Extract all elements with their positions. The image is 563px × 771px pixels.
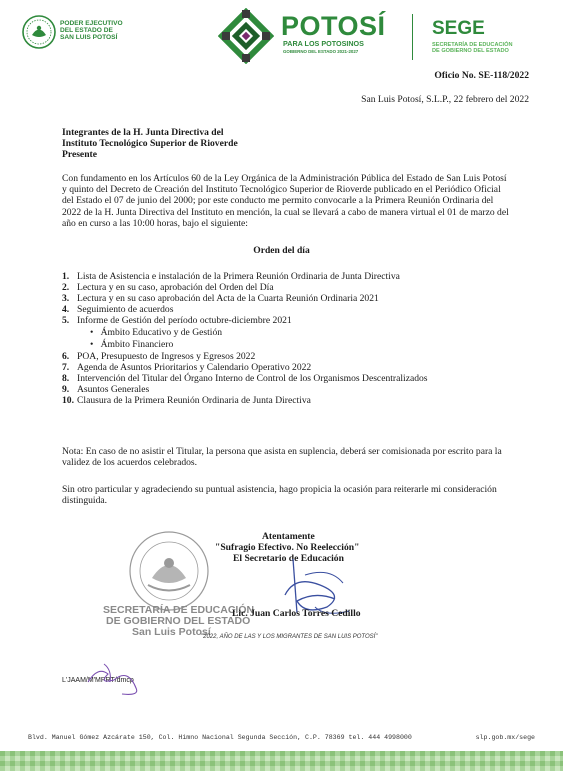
agenda-text: Informe de Gestión del período octubre-diciembre 2021 [77,315,292,327]
agenda-text: Clausura de la Primera Reunión Ordinaria de Junta Directiva [77,395,311,407]
official-seal-icon [128,530,210,612]
intro-line: año en curso a las 10:00 horas, bajo el siguiente: [62,217,248,229]
note-paragraph [62,446,532,468]
agenda-number: 4. [62,304,70,316]
recipients [62,127,238,161]
closing-line: distinguida. [62,495,108,507]
header [0,0,563,70]
header-line: SAN LUIS POTOSÍ [60,34,118,41]
initials: L'JAAM/M'MPRT/dmcp [62,677,134,684]
agenda-subitem [90,339,222,351]
recipient-line: Instituto Tecnológico Superior de Rioverde [62,138,238,150]
header-divider [412,14,413,60]
agenda-text: POA, Presupuesto de Ingresos y Egresos 2022 [77,351,256,362]
sege-line: DE GOBIERNO DEL ESTADO [432,48,509,55]
agenda-subitem-text: Ámbito Educativo y de Gestión [100,327,223,338]
intro-line: 2022 de la H. Junta Directiva del Instituto en mención, la cual se llevará a cabo de manera virtual el 01 de marzo del [62,206,509,218]
state-seal-icon [22,15,56,49]
header-line: DEL ESTADO DE [60,27,113,34]
agenda-title: Orden del día [253,245,310,256]
stamp-line-2: DE GOBIERNO DEL ESTADO [106,615,251,627]
agenda-item [62,351,532,362]
oficio-number: Oficio No. SE-118/2022 [434,70,529,81]
sign-motto: "Sufragio Efectivo. No Reelección" [215,542,360,553]
initials-scribble-icon [84,660,154,700]
brand-title: POTOSÍ [281,11,386,41]
agenda-item [62,304,532,315]
intro-paragraph [62,173,532,229]
sege-line: SECRETARÍA DE EDUCACIÓN [432,42,513,48]
brand-government: GOBIERNO DEL ESTADO 2021-2027 [283,49,359,54]
stamp-line-1: SECRETARÍA DE EDUCACIÓN [103,604,255,616]
note-line: Nota: En caso de no asistir el Titular, la persona que asista en suplencia, deberá ser comisionada por escrito para la [62,446,502,457]
potosi-emblem-icon [218,8,274,64]
agenda-text: Asuntos Generales [77,384,150,396]
agenda-sublist [90,327,222,350]
sign-atentamente: Atentamente [262,531,315,542]
agenda-number: 6. [62,351,70,362]
agenda-number: 5. [62,315,70,327]
executive-power-label [60,20,150,41]
footer-pattern-band [0,751,563,771]
recipient-line: Presente [62,149,97,161]
agenda-text: Seguimiento de acuerdos [77,304,174,316]
year-motto: "2022, AÑO DE LAS Y LOS MIGRANTES DE SAN LUIS POTOSÍ" [201,634,378,640]
agenda-item [62,384,532,395]
agenda-item [62,362,532,373]
agenda-item [62,395,532,406]
agenda-item [62,293,532,304]
agenda-text: Lista de Asistencia e instalación de la Primera Reunión Ordinaria de Junta Directiva [77,271,400,282]
agenda-number: 8. [62,373,70,385]
footer-pattern-svg [0,751,563,771]
agenda-item [62,373,532,384]
agenda-subitem [90,327,222,339]
agenda-number: 10. [62,395,74,407]
agenda-item [62,271,532,282]
agenda-text: Agenda de Asuntos Prioritarios y Calendario Operativo 2022 [77,362,312,374]
agenda-item [62,315,532,326]
footer-address: Blvd. Manuel Gómez Azcárate 150, Col. Himno Nacional Segunda Sección, C.P. 78369 tel. 444 4998000 [28,734,412,741]
sege-title: SEGE [432,18,485,39]
intro-line: Con fundamento en los Artículos 60 de la Ley Orgánica de la Administración Pública del Estado de San Luis Potosí [62,173,507,184]
sege-subtitle [432,42,513,54]
brand-subtitle: PARA LOS POTOSINOS [283,39,364,48]
agenda-text: Lectura y en su caso, aprobación del Orden del Día [77,282,274,294]
agenda-number: 9. [62,384,70,396]
header-line: PODER EJECUTIVO [60,20,123,27]
closing-paragraph [62,484,532,506]
stamp-line-3: San Luis Potosí [132,626,211,638]
bullet-icon: • [90,327,94,338]
agenda-list-continued [62,351,532,406]
bullet-icon: • [90,338,94,350]
recipient-line: Integrantes de la H. Junta Directiva del [62,127,224,138]
agenda-number: 3. [62,293,70,305]
agenda-subitem-text: Ámbito Financiero [100,338,174,350]
sign-name: Lic. Juan Carlos Torres Cedillo [232,608,361,619]
agenda-text: Intervención del Titular del Órgano Interno de Control de los Organismos Descentralizados [77,373,428,385]
closing-line: Sin otro particular y agradeciendo su puntual asistencia, hago propicia la ocasión para reiterarle mi consideración [62,484,497,495]
agenda-number: 2. [62,282,70,294]
intro-line: y quinto del Decreto de Creación del Instituto Tecnológico Superior de Rioverde publicado en el Periódico Oficial [62,184,501,196]
place-date: San Luis Potosí, S.L.P., 22 febrero del 2022 [361,94,529,105]
footer-website: slp.gob.mx/sege [475,734,535,741]
intro-line: del Estado el 07 de junio del 2000; por este conducto me permito convocarle a la Primera Reunión Ordinaria del [62,195,494,207]
agenda-text: Lectura y en su caso aprobación del Acta de la Cuarta Reunión Ordinaria 2021 [77,293,379,305]
sign-role: El Secretario de Educación [233,553,344,564]
agenda-number: 7. [62,362,70,374]
agenda-number: 1. [62,271,70,282]
agenda-list [62,271,532,326]
agenda-item [62,282,532,293]
note-line: validez de los acuerdos celebrados. [62,457,198,469]
